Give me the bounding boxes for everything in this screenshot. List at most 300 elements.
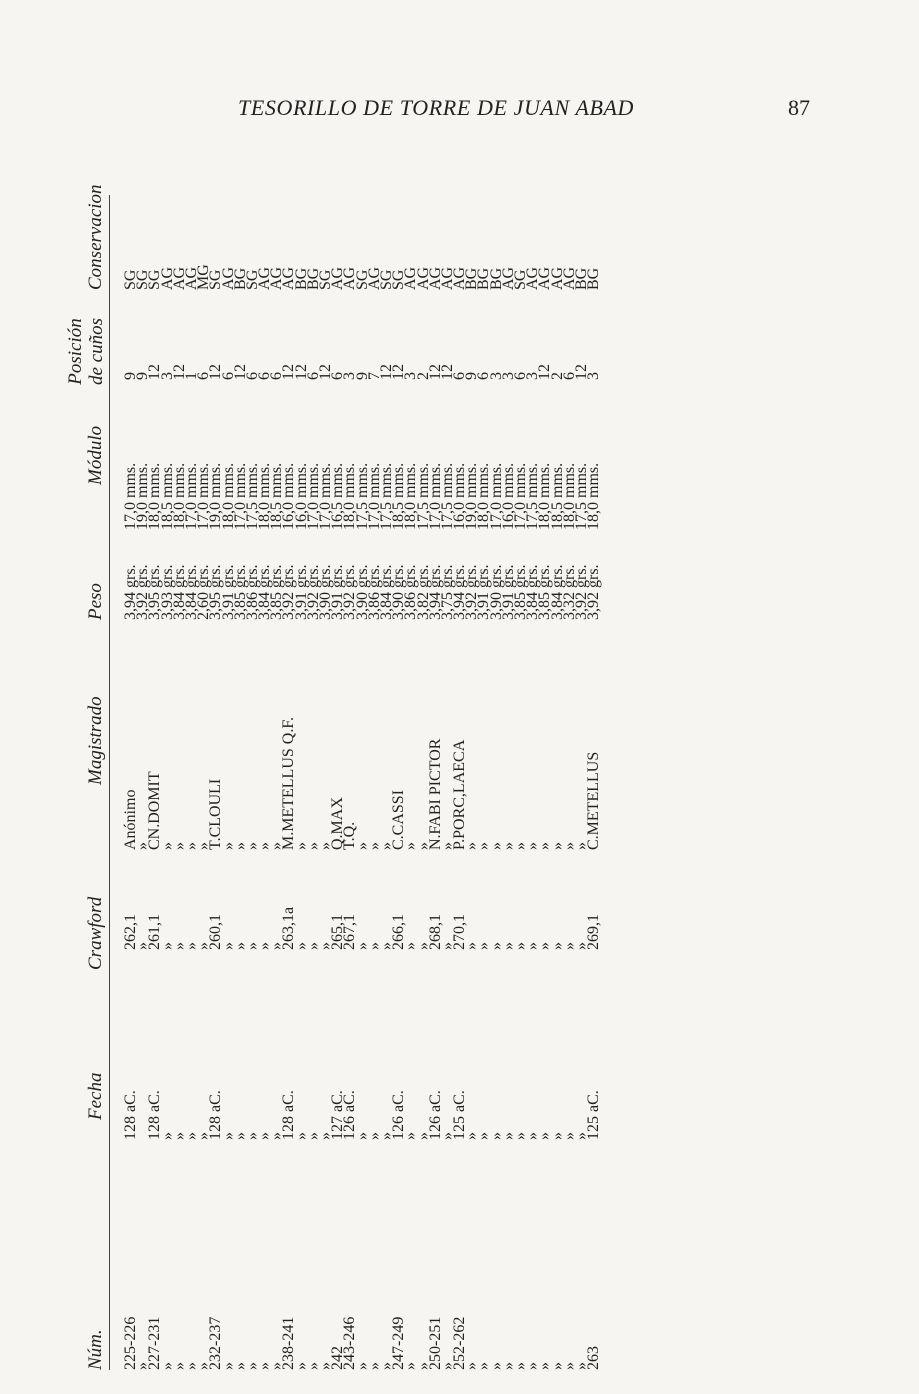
cell-peso: 3,91 grs. xyxy=(475,564,493,620)
cell-modulo: 19,0 mms. xyxy=(134,462,152,530)
cell-posicion: 12 xyxy=(170,364,188,380)
cell-magistrado: » xyxy=(134,842,152,850)
cell-conservacion: BG xyxy=(475,267,493,290)
cell-modulo: 16,0 mms. xyxy=(451,462,469,530)
cell-magistrado: » xyxy=(353,842,371,850)
cell-conservacion: AG xyxy=(256,266,274,290)
cell-magistrado: C.METELLUS xyxy=(585,751,603,850)
cell-modulo: 18,5 mms. xyxy=(548,462,566,530)
cell-conservacion: AG xyxy=(341,266,359,290)
cell-num: » xyxy=(134,1362,152,1370)
cell-fecha: » xyxy=(463,1132,481,1140)
cell-crawford: » xyxy=(475,942,493,950)
cell-magistrado: » xyxy=(377,842,395,850)
cell-crawford: 261,1 xyxy=(146,914,164,950)
cell-num: 250-251 xyxy=(426,1316,444,1370)
cell-crawford: 262,1 xyxy=(122,914,139,950)
cell-conservacion: SG xyxy=(134,269,152,290)
cell-fecha: » xyxy=(268,1132,286,1140)
cell-fecha: » xyxy=(304,1132,322,1140)
cell-crawford: » xyxy=(292,942,310,950)
cell-conservacion: SG xyxy=(207,269,225,290)
cell-posicion: 1 xyxy=(182,372,200,380)
cell-posicion: 9 xyxy=(122,372,139,380)
cell-num: 243-246 xyxy=(341,1316,359,1370)
cell-peso: 3,95 grs. xyxy=(146,564,164,620)
cell-fecha: » xyxy=(182,1132,200,1140)
cell-conservacion: AG xyxy=(548,266,566,290)
header-conservacion: Conservacion xyxy=(85,184,106,290)
cell-fecha: » xyxy=(292,1132,310,1140)
cell-magistrado: » xyxy=(438,842,456,850)
cell-crawford: » xyxy=(134,942,152,950)
cell-posicion: 3 xyxy=(585,372,603,380)
cell-num: » xyxy=(365,1362,383,1370)
cell-posicion: 6 xyxy=(329,372,347,380)
cell-fecha: » xyxy=(243,1132,261,1140)
cell-modulo: 17,0 mms. xyxy=(487,462,505,530)
table-row xyxy=(585,195,603,1370)
cell-peso: 3,85 grs. xyxy=(536,564,554,620)
cell-peso: 3,84 grs. xyxy=(182,564,200,620)
header-magistrado: Magistrado xyxy=(85,696,106,785)
cell-conservacion: BG xyxy=(572,267,590,290)
cell-magistrado: Q.MAX xyxy=(329,797,347,850)
header-peso: Peso xyxy=(85,583,106,620)
cell-posicion: 9 xyxy=(353,372,371,380)
cell-magistrado: » xyxy=(219,842,237,850)
cell-fecha: » xyxy=(438,1132,456,1140)
cell-fecha: » xyxy=(365,1132,383,1140)
cell-fecha: 125 aC. xyxy=(451,1090,469,1140)
cell-peso: 3,91 grs. xyxy=(499,564,517,620)
cell-num: » xyxy=(158,1362,176,1370)
cell-num: 263 xyxy=(585,1346,603,1370)
cell-peso: 3,92 grs. xyxy=(585,564,603,620)
cell-magistrado: » xyxy=(231,842,249,850)
cell-peso: 3,90 grs. xyxy=(390,564,408,620)
cell-num: 238-241 xyxy=(280,1316,298,1370)
cell-magistrado: T.CLOULI xyxy=(207,778,225,850)
cell-num: » xyxy=(170,1362,188,1370)
cell-conservacion: AG xyxy=(182,266,200,290)
cell-crawford: » xyxy=(536,942,554,950)
cell-num: » xyxy=(402,1362,420,1370)
cell-posicion: 9 xyxy=(134,372,152,380)
cell-crawford: » xyxy=(158,942,176,950)
header-num: Núm. xyxy=(85,1329,106,1370)
cell-magistrado: » xyxy=(572,842,590,850)
cell-num: » xyxy=(292,1362,310,1370)
cell-num: » xyxy=(377,1362,395,1370)
header-fecha: Fecha xyxy=(85,1072,106,1120)
cell-posicion: 3 xyxy=(341,372,359,380)
cell-peso: 3,93 grs. xyxy=(158,564,176,620)
cell-crawford: » xyxy=(268,942,286,950)
cell-crawford: » xyxy=(463,942,481,950)
cell-posicion: 2 xyxy=(548,372,566,380)
cell-peso: 3,94 grs. xyxy=(451,564,469,620)
cell-num: 252-262 xyxy=(451,1316,469,1370)
cell-peso: 3,86 grs. xyxy=(365,564,383,620)
cell-modulo: 18,0 mms. xyxy=(585,462,603,530)
cell-crawford: » xyxy=(438,942,456,950)
cell-fecha: 125 aC. xyxy=(585,1090,603,1140)
cell-fecha: » xyxy=(195,1132,213,1140)
cell-magistrado: » xyxy=(402,842,420,850)
cell-num: » xyxy=(243,1362,261,1370)
header-crawford: Crawford xyxy=(85,896,106,970)
cell-magistrado: » xyxy=(475,842,493,850)
cell-modulo: 17,0 mms. xyxy=(195,462,213,530)
cell-crawford: » xyxy=(231,942,249,950)
cell-magistrado: M.METELLUS Q.F. xyxy=(280,717,298,850)
cell-crawford: » xyxy=(304,942,322,950)
cell-modulo: 18,5 mms. xyxy=(158,462,176,530)
cell-num: 225-226 xyxy=(122,1316,139,1370)
cell-posicion: 12 xyxy=(377,364,395,380)
cell-crawford: » xyxy=(256,942,274,950)
cell-peso: 3,92 grs. xyxy=(134,564,152,620)
cell-conservacion: SG xyxy=(512,269,529,290)
cell-fecha: » xyxy=(353,1132,371,1140)
cell-num: » xyxy=(548,1362,566,1370)
cell-peso: 3,91 grs. xyxy=(219,564,237,620)
cell-posicion: 3 xyxy=(524,372,542,380)
cell-conservacion: AG xyxy=(426,266,444,290)
header-modulo: Módulo xyxy=(85,425,106,485)
cell-crawford: » xyxy=(377,942,395,950)
cell-magistrado: » xyxy=(158,842,176,850)
cell-crawford: » xyxy=(219,942,237,950)
cell-fecha: 128 aC. xyxy=(207,1090,225,1140)
cell-modulo: 17,5 mms. xyxy=(524,462,542,530)
cell-posicion: 6 xyxy=(304,372,322,380)
cell-conservacion: AG xyxy=(158,266,176,290)
cell-peso: 3,86 grs. xyxy=(402,564,420,620)
cell-num: » xyxy=(512,1362,529,1370)
cell-peso: 3,92 grs. xyxy=(572,564,590,620)
cell-posicion: 6 xyxy=(243,372,261,380)
cell-magistrado: » xyxy=(170,842,188,850)
cell-peso: 3,84 grs. xyxy=(256,564,274,620)
cell-num: » xyxy=(499,1362,517,1370)
cell-peso: 3,91 grs. xyxy=(292,564,310,620)
cell-fecha: » xyxy=(170,1132,188,1140)
cell-num: » xyxy=(256,1362,274,1370)
cell-num: » xyxy=(572,1362,590,1370)
cell-crawford: » xyxy=(414,942,432,950)
cell-num: » xyxy=(304,1362,322,1370)
cell-posicion: 7 xyxy=(365,372,383,380)
cell-crawford: 270,1 xyxy=(451,914,469,950)
cell-modulo: 17,0 mms. xyxy=(317,462,334,530)
cell-fecha: » xyxy=(317,1132,334,1140)
cell-peso: 3,84 grs. xyxy=(170,564,188,620)
cell-conservacion: AG xyxy=(499,266,517,290)
cell-crawford: » xyxy=(524,942,542,950)
cell-crawford: » xyxy=(182,942,200,950)
cell-modulo: 16,5 mms. xyxy=(329,462,347,530)
cell-fecha: » xyxy=(524,1132,542,1140)
cell-posicion: 12 xyxy=(146,364,164,380)
cell-conservacion: SG xyxy=(377,269,395,290)
cell-magistrado: Anónimo xyxy=(122,789,139,850)
cell-modulo: 17,0 mms. xyxy=(122,462,139,530)
cell-magistrado: » xyxy=(304,842,322,850)
cell-magistrado: » xyxy=(292,842,310,850)
cell-modulo: 17,5 mms. xyxy=(377,462,395,530)
cell-num: 232-237 xyxy=(207,1316,225,1370)
cell-peso: 3,84 grs. xyxy=(377,564,395,620)
cell-conservacion: BG xyxy=(585,267,603,290)
cell-num: » xyxy=(463,1362,481,1370)
cell-fecha: » xyxy=(536,1132,554,1140)
cell-fecha: » xyxy=(377,1132,395,1140)
cell-magistrado: » xyxy=(317,842,334,850)
cell-conservacion: AG xyxy=(280,266,298,290)
cell-modulo: 17,0 mms. xyxy=(231,462,249,530)
cell-modulo: 17,5 mms. xyxy=(572,462,590,530)
cell-posicion: 6 xyxy=(560,372,578,380)
cell-modulo: 17,5 mms. xyxy=(414,462,432,530)
cell-num: » xyxy=(536,1362,554,1370)
cell-conservacion: AG xyxy=(438,266,456,290)
cell-peso: 3,75 grs. xyxy=(438,564,456,620)
cell-peso: 3,85 grs. xyxy=(512,564,529,620)
cell-posicion: 12 xyxy=(207,364,225,380)
header-posicion xyxy=(65,318,107,385)
cell-peso: 3,85 grs. xyxy=(231,564,249,620)
cell-crawford: » xyxy=(365,942,383,950)
cell-fecha: » xyxy=(487,1132,505,1140)
cell-peso: 3,95 grs. xyxy=(207,564,225,620)
cell-num: 247-249 xyxy=(390,1316,408,1370)
cell-modulo: 18,0 mms. xyxy=(146,462,164,530)
cell-crawford: » xyxy=(560,942,578,950)
cell-num: » xyxy=(195,1362,213,1370)
header-posicion-line1: Posición xyxy=(65,318,86,385)
cell-fecha: » xyxy=(256,1132,274,1140)
cell-peso: 3,92 grs. xyxy=(341,564,359,620)
cell-magistrado: N.FABI PICTOR xyxy=(426,738,444,850)
cell-conservacion: AG xyxy=(402,266,420,290)
cell-num: » xyxy=(414,1362,432,1370)
cell-modulo: 17,0 mms. xyxy=(512,462,529,530)
cell-posicion: 3 xyxy=(487,372,505,380)
cell-peso: 3,92 grs. xyxy=(304,564,322,620)
cell-magistrado: » xyxy=(195,842,213,850)
header-posicion-line2: de cuños xyxy=(86,317,107,385)
cell-modulo: 18,0 mms. xyxy=(256,462,274,530)
cell-peso: 3,86 grs. xyxy=(243,564,261,620)
cell-fecha: 128 aC. xyxy=(280,1090,298,1140)
cell-conservacion: MG xyxy=(195,264,213,290)
coin-table xyxy=(65,184,825,1370)
cell-magistrado: » xyxy=(268,842,286,850)
cell-modulo: 18,5 mms. xyxy=(390,462,408,530)
cell-modulo: 18,0 mms. xyxy=(402,462,420,530)
cell-modulo: 18,0 mms. xyxy=(475,462,493,530)
cell-magistrado: » xyxy=(365,842,383,850)
cell-magistrado: » xyxy=(499,842,517,850)
cell-crawford: 268,1 xyxy=(426,914,444,950)
cell-conservacion: AG xyxy=(365,266,383,290)
cell-magistrado: » xyxy=(560,842,578,850)
cell-posicion: 3 xyxy=(402,372,420,380)
cell-num: » xyxy=(219,1362,237,1370)
cell-peso: 3,90 grs. xyxy=(487,564,505,620)
cell-conservacion: AG xyxy=(524,266,542,290)
cell-conservacion: AG xyxy=(329,266,347,290)
cell-peso: 3,92 grs. xyxy=(280,564,298,620)
cell-modulo: 17,5 mms. xyxy=(438,462,456,530)
cell-conservacion: SG xyxy=(390,269,408,290)
cell-modulo: 18,5 mms. xyxy=(268,462,286,530)
cell-peso: 3,91 grs. xyxy=(329,564,347,620)
cell-posicion: 6 xyxy=(256,372,274,380)
cell-fecha: 127 aC. xyxy=(329,1090,347,1140)
cell-crawford: » xyxy=(243,942,261,950)
cell-conservacion: BG xyxy=(487,267,505,290)
cell-conservacion: SG xyxy=(353,269,371,290)
cell-posicion: 6 xyxy=(451,372,469,380)
cell-magistrado: » xyxy=(414,842,432,850)
cell-magistrado: » xyxy=(512,842,529,850)
cell-crawford: 266,1 xyxy=(390,914,408,950)
cell-fecha: 126 aC. xyxy=(426,1090,444,1140)
cell-fecha: » xyxy=(548,1132,566,1140)
running-title: TESORILLO DE TORRE DE JUAN ABAD xyxy=(238,95,635,120)
cell-magistrado: P.PORC,LAECA xyxy=(451,739,469,850)
cell-num: » xyxy=(268,1362,286,1370)
cell-conservacion: BG xyxy=(231,267,249,290)
cell-fecha: » xyxy=(512,1132,529,1140)
cell-posicion: 12 xyxy=(317,364,334,380)
cell-posicion: 12 xyxy=(231,364,249,380)
cell-conservacion: AG xyxy=(560,266,578,290)
cell-fecha: » xyxy=(572,1132,590,1140)
cell-peso: 3,90 grs. xyxy=(353,564,371,620)
cell-peso: 3,32 grs. xyxy=(560,564,578,620)
cell-conservacion: AG xyxy=(451,266,469,290)
cell-num: » xyxy=(524,1362,542,1370)
cell-magistrado: » xyxy=(487,842,505,850)
cell-crawford: 269,1 xyxy=(585,914,603,950)
cell-posicion: 9 xyxy=(463,372,481,380)
cell-conservacion: BG xyxy=(292,267,310,290)
cell-modulo: 16,0 mms. xyxy=(292,462,310,530)
cell-posicion: 12 xyxy=(292,364,310,380)
header-rule xyxy=(109,195,110,1370)
cell-conservacion: SG xyxy=(243,269,261,290)
cell-conservacion: AG xyxy=(170,266,188,290)
cell-posicion: 12 xyxy=(572,364,590,380)
cell-magistrado: C.CASSI xyxy=(390,789,408,850)
cell-modulo: 18,0 mms. xyxy=(536,462,554,530)
cell-modulo: 18,0 mms. xyxy=(560,462,578,530)
cell-num: » xyxy=(182,1362,200,1370)
cell-modulo: 16,0 mms. xyxy=(499,462,517,530)
cell-posicion: 12 xyxy=(280,364,298,380)
cell-fecha: » xyxy=(158,1132,176,1140)
cell-fecha: » xyxy=(402,1132,420,1140)
cell-posicion: 6 xyxy=(219,372,237,380)
cell-modulo: 17,0 mms. xyxy=(182,462,200,530)
cell-peso: 3,82 grs. xyxy=(414,564,432,620)
cell-fecha: » xyxy=(231,1132,249,1140)
cell-crawford: 267,1 xyxy=(341,914,359,950)
cell-fecha: » xyxy=(219,1132,237,1140)
cell-modulo: 19,0 mms. xyxy=(463,462,481,530)
cell-posicion: 3 xyxy=(499,372,517,380)
cell-peso: 3,94 grs. xyxy=(122,564,139,620)
cell-num: » xyxy=(475,1362,493,1370)
cell-fecha: » xyxy=(560,1132,578,1140)
cell-peso: 3,90 grs. xyxy=(317,564,334,620)
cell-conservacion: AG xyxy=(219,266,237,290)
cell-fecha: 128 aC. xyxy=(146,1090,164,1140)
cell-peso: 2,60 grs. xyxy=(195,564,213,620)
cell-crawford: » xyxy=(512,942,529,950)
cell-crawford: » xyxy=(572,942,590,950)
cell-crawford: » xyxy=(170,942,188,950)
cell-modulo: 17,0 mms. xyxy=(304,462,322,530)
cell-conservacion: AG xyxy=(414,266,432,290)
cell-crawford: » xyxy=(353,942,371,950)
cell-num: » xyxy=(560,1362,578,1370)
cell-magistrado: » xyxy=(548,842,566,850)
cell-num: » xyxy=(487,1362,505,1370)
cell-posicion: 6 xyxy=(475,372,493,380)
cell-fecha: » xyxy=(475,1132,493,1140)
cell-peso: 3,84 grs. xyxy=(548,564,566,620)
cell-posicion: 3 xyxy=(158,372,176,380)
cell-posicion: 12 xyxy=(438,364,456,380)
cell-posicion: 6 xyxy=(512,372,529,380)
cell-modulo: 18,0 mms. xyxy=(219,462,237,530)
cell-conservacion: AG xyxy=(536,266,554,290)
cell-magistrado: T.Q. xyxy=(341,821,359,850)
cell-modulo: 17,5 mms. xyxy=(243,462,261,530)
cell-crawford: 263,1a xyxy=(280,906,298,950)
cell-modulo: 19,0 mms. xyxy=(207,462,225,530)
cell-crawford: » xyxy=(317,942,334,950)
cell-conservacion: SG xyxy=(122,269,139,290)
cell-conservacion: SG xyxy=(146,269,164,290)
cell-posicion: 2 xyxy=(414,372,432,380)
cell-crawford: » xyxy=(402,942,420,950)
cell-posicion: 12 xyxy=(536,364,554,380)
cell-fecha: » xyxy=(414,1132,432,1140)
cell-conservacion: BG xyxy=(304,267,322,290)
cell-magistrado: CN.DOMIT xyxy=(146,771,164,850)
cell-crawford: » xyxy=(487,942,505,950)
cell-peso: 3,85 grs. xyxy=(268,564,286,620)
cell-peso: 3,84 grs. xyxy=(524,564,542,620)
cell-peso: 3,94 grs. xyxy=(426,564,444,620)
cell-crawford: » xyxy=(195,942,213,950)
cell-modulo: 17,5 mms. xyxy=(353,462,371,530)
cell-conservacion: SG xyxy=(317,269,334,290)
cell-crawford: 265,1 xyxy=(329,914,347,950)
cell-num: 227-231 xyxy=(146,1316,164,1370)
cell-modulo: 18,0 mms. xyxy=(341,462,359,530)
cell-posicion: 12 xyxy=(390,364,408,380)
cell-modulo: 16,0 mms. xyxy=(280,462,298,530)
cell-modulo: 17,0 mms. xyxy=(365,462,383,530)
cell-magistrado: » xyxy=(536,842,554,850)
